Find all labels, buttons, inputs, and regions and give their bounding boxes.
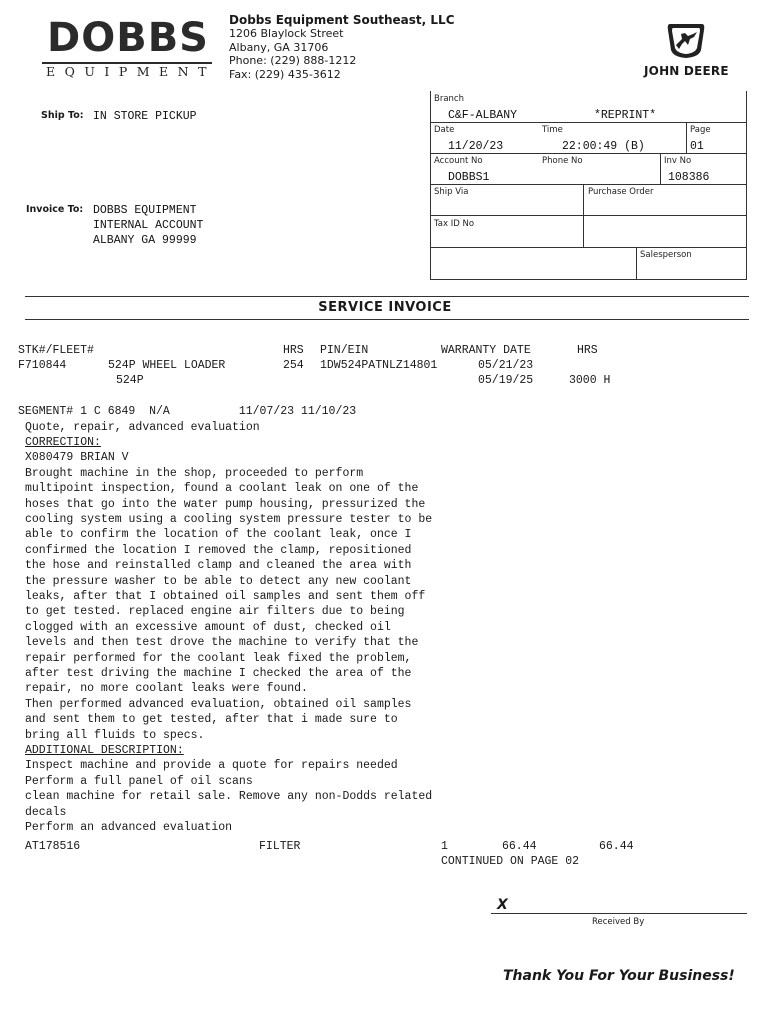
time-label: Time — [542, 125, 563, 135]
correction-line: and sent them to get tested, after that i made sure to — [25, 713, 398, 727]
time-value: 22:00:49 (B) — [562, 140, 645, 153]
correction-line: to get tested. replaced engine air filters due to being — [25, 605, 405, 619]
technician: X080479 BRIAN V — [25, 451, 129, 465]
account-value: DOBBS1 — [448, 171, 490, 184]
company-city: Albany, GA 31706 — [229, 40, 329, 54]
unit-model: 524P — [116, 374, 144, 387]
part-price: 66.44 — [502, 840, 537, 853]
inv-no-label: Inv No — [664, 156, 692, 166]
unit-header-hrs: HRS — [283, 344, 304, 357]
correction-line: cooling system using a cooling system pressure tester to be — [25, 512, 433, 526]
page-value: 01 — [690, 140, 704, 153]
thank-you-message: Thank You For Your Business! — [503, 968, 735, 984]
unit-warranty-date-2: 05/19/25 — [478, 374, 534, 387]
invoice-to-line-1: DOBBS EQUIPMENT — [93, 204, 197, 217]
unit-warranty-date-1: 05/21/23 — [478, 359, 534, 372]
unit-header-stock: STK#/FLEET# — [18, 344, 94, 357]
unit-header-warranty-hrs: HRS — [577, 344, 598, 357]
company-fax: Fax: (229) 435-3612 — [229, 67, 341, 81]
part-amount: 66.44 — [599, 840, 634, 853]
unit-pin: 1DW524PATNLZ14801 — [320, 359, 438, 372]
correction-line: leaks, after that I obtained oil samples and sent them off — [25, 589, 426, 603]
tax-id-label: Tax ID No — [434, 219, 475, 229]
invoice-to-label: Invoice To: — [26, 204, 84, 215]
segment-body — [25, 420, 432, 836]
account-label: Account No — [434, 156, 483, 166]
company-info — [229, 13, 455, 81]
continued-note: CONTINUED ON PAGE 02 — [441, 855, 580, 868]
john-deere-wordmark: JOHN DEERE — [644, 64, 729, 78]
part-number: AT178516 — [25, 840, 81, 853]
correction-heading: CORRECTION: — [25, 435, 101, 449]
unit-warranty-hrs: 3000 H — [569, 374, 611, 387]
company-name: Dobbs Equipment Southeast, LLC — [229, 13, 455, 27]
segment-request: Quote, repair, advanced evaluation — [25, 420, 260, 434]
ship-to-label: Ship To: — [41, 110, 84, 121]
date-value: 11/20/23 — [448, 140, 504, 153]
correction-text — [25, 466, 432, 743]
ship-via-label: Ship Via — [434, 187, 469, 197]
reprint-flag: *REPRINT* — [594, 109, 657, 122]
invoice-to-line-3: ALBANY GA 99999 — [93, 234, 197, 247]
signature-line — [491, 913, 747, 914]
correction-line: clogged with an excessive amount of dust, checked oil — [25, 620, 391, 634]
additional-line: Perform an advanced evaluation — [25, 821, 233, 835]
title-rule-bottom — [25, 319, 749, 320]
correction-line: repair performed for the coolant leak fixed the problem, — [25, 651, 412, 665]
additional-line: decals — [25, 805, 67, 819]
received-by-label: Received By — [592, 917, 645, 927]
additional-line: clean machine for retail sale. Remove any non-Dodds related — [25, 790, 433, 804]
logo-subtitle: EQUIPMENT — [46, 64, 216, 79]
unit-header-warranty-date: WARRANTY DATE — [441, 344, 531, 357]
part-description: FILTER — [259, 840, 301, 853]
title-rule-top — [25, 296, 749, 297]
invoice-info-box — [430, 91, 748, 281]
correction-line: confirmed the location I removed the clamp, repositioned — [25, 543, 412, 557]
document-title: SERVICE INVOICE — [318, 300, 452, 315]
date-label: Date — [434, 125, 455, 135]
unit-stock: F710844 — [18, 359, 67, 372]
ship-to-value: IN STORE PICKUP — [93, 110, 197, 123]
invoice-to-line-2: INTERNAL ACCOUNT — [93, 219, 204, 232]
john-deere-deer-icon — [664, 20, 708, 60]
correction-line: levels and then test drove the machine to verify that the — [25, 636, 419, 650]
correction-line: Brought machine in the shop, proceeded to perform — [25, 466, 364, 480]
additional-line: Inspect machine and provide a quote for repairs needed — [25, 759, 398, 773]
correction-line: Then performed advanced evaluation, obtained oil samples — [25, 697, 412, 711]
segment-line: SEGMENT# 1 C 6849 N/A 11/07/23 11/10/23 — [18, 405, 357, 418]
company-phone: Phone: (229) 888-1212 — [229, 54, 357, 67]
correction-line: able to confirm the location of the coolant leak, once I — [25, 528, 412, 542]
additional-heading: ADDITIONAL DESCRIPTION: — [25, 744, 184, 758]
signature-mark: X — [497, 897, 508, 913]
correction-line: multipoint inspection, found a coolant leak on one of the — [25, 482, 419, 496]
correction-line: the hose and reinstalled clamp and cleaned the area with — [25, 559, 412, 573]
logo-wordmark: DOBBS — [47, 15, 209, 61]
branch-label: Branch — [434, 94, 464, 104]
company-street: 1206 Blaylock Street — [229, 27, 344, 40]
john-deere-logo — [640, 20, 732, 82]
salesperson-label: Salesperson — [640, 250, 692, 260]
correction-line: hoses that go into the water pump housing, pressurized the — [25, 497, 426, 511]
part-qty: 1 — [441, 840, 448, 853]
additional-line: Perform a full panel of oil scans — [25, 774, 253, 788]
phone-label: Phone No — [542, 156, 583, 166]
unit-hrs: 254 — [283, 359, 304, 372]
dobbs-logo — [42, 14, 214, 80]
unit-header-pin: PIN/EIN — [320, 344, 369, 357]
correction-line: repair, no more coolant leaks were found. — [25, 682, 308, 696]
unit-description: 524P WHEEL LOADER — [108, 359, 226, 372]
purchase-order-label: Purchase Order — [588, 187, 654, 197]
page-label: Page — [690, 125, 711, 135]
correction-line: after test driving the machine I checked the area of the — [25, 667, 412, 680]
branch-value: C&F-ALBANY — [448, 109, 518, 122]
inv-no-value: 108386 — [668, 171, 710, 184]
correction-line: the pressure washer to be able to detect any new coolant — [25, 574, 412, 588]
additional-text — [25, 758, 432, 835]
correction-line: bring all fluids to specs. — [25, 728, 205, 742]
